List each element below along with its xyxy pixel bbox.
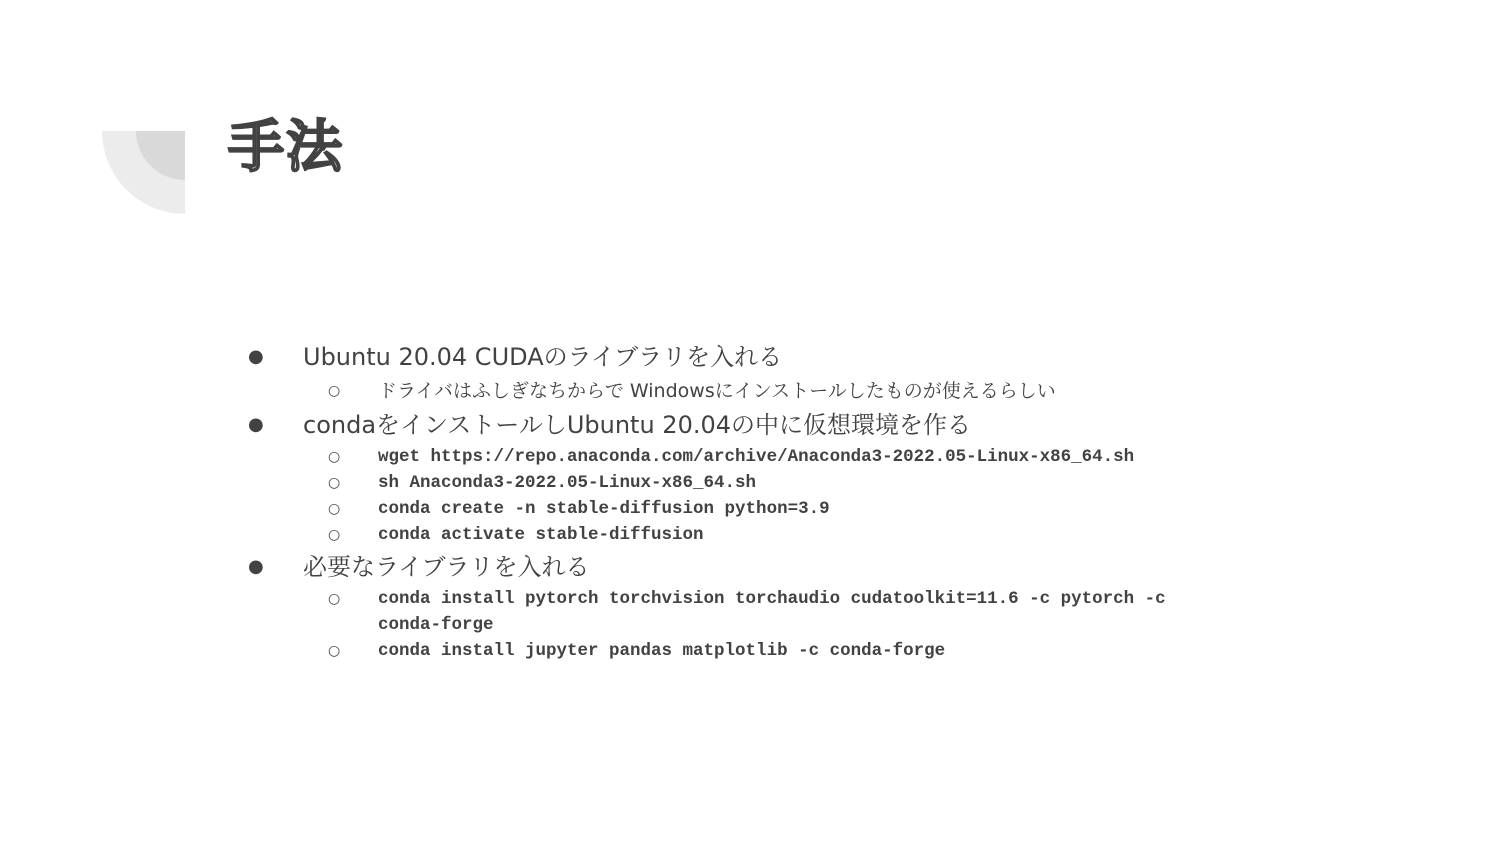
sub-list-item-text: ドライバはふしぎなちからで Windowsにインストールしたものが使えるらしい [378, 380, 1056, 402]
sub-list-item [248, 376, 1248, 406]
hollow-bullet-icon: ○ [328, 643, 341, 659]
code-sub-list-item [248, 638, 1228, 664]
hollow-bullet-icon: ○ [328, 501, 341, 517]
list-item-text: 必要なライブラリを入れる [303, 553, 590, 581]
code-sub-list-item [248, 470, 1228, 496]
code-sub-list-item [248, 444, 1228, 470]
code-sub-list-item [248, 496, 1228, 522]
corner-decoration [0, 0, 200, 230]
bullet-list [248, 338, 1248, 664]
hollow-bullet-icon: ○ [328, 383, 341, 399]
command-text: conda install jupyter pandas matplotlib -c conda-forge [378, 641, 946, 661]
list-item [248, 338, 1248, 376]
code-sub-list-item [248, 522, 1228, 548]
list-item-text: Ubuntu 20.04 CUDAのライブラリを入れる [303, 343, 783, 371]
hollow-bullet-icon: ○ [328, 449, 341, 465]
list-item-text: condaをインストールしUbuntu 20.04の中に仮想環境を作る [303, 411, 972, 439]
hollow-bullet-icon: ○ [328, 475, 341, 491]
hollow-bullet-icon: ○ [328, 527, 341, 543]
command-text: conda install pytorch torchvision torchaudio cudatoolkit=11.6 -c pytorch -c conda-forge [378, 589, 1166, 635]
hollow-bullet-icon: ○ [328, 591, 341, 607]
command-text: conda create -n stable-diffusion python=3.9 [378, 499, 830, 519]
command-text: sh Anaconda3-2022.05-Linux-x86_64.sh [378, 473, 757, 493]
command-text: conda activate stable-diffusion [378, 525, 704, 545]
bullet-icon: ● [248, 414, 264, 435]
bullet-icon: ● [248, 556, 264, 577]
command-text: wget https://repo.anaconda.com/archive/Anaconda3-2022.05-Linux-x86_64.sh [378, 447, 1135, 467]
list-item [248, 548, 1248, 586]
list-item [248, 406, 1248, 444]
bullet-icon: ● [248, 346, 264, 367]
code-sub-list-item [248, 586, 1228, 638]
slide-title: 手法 [228, 115, 344, 180]
